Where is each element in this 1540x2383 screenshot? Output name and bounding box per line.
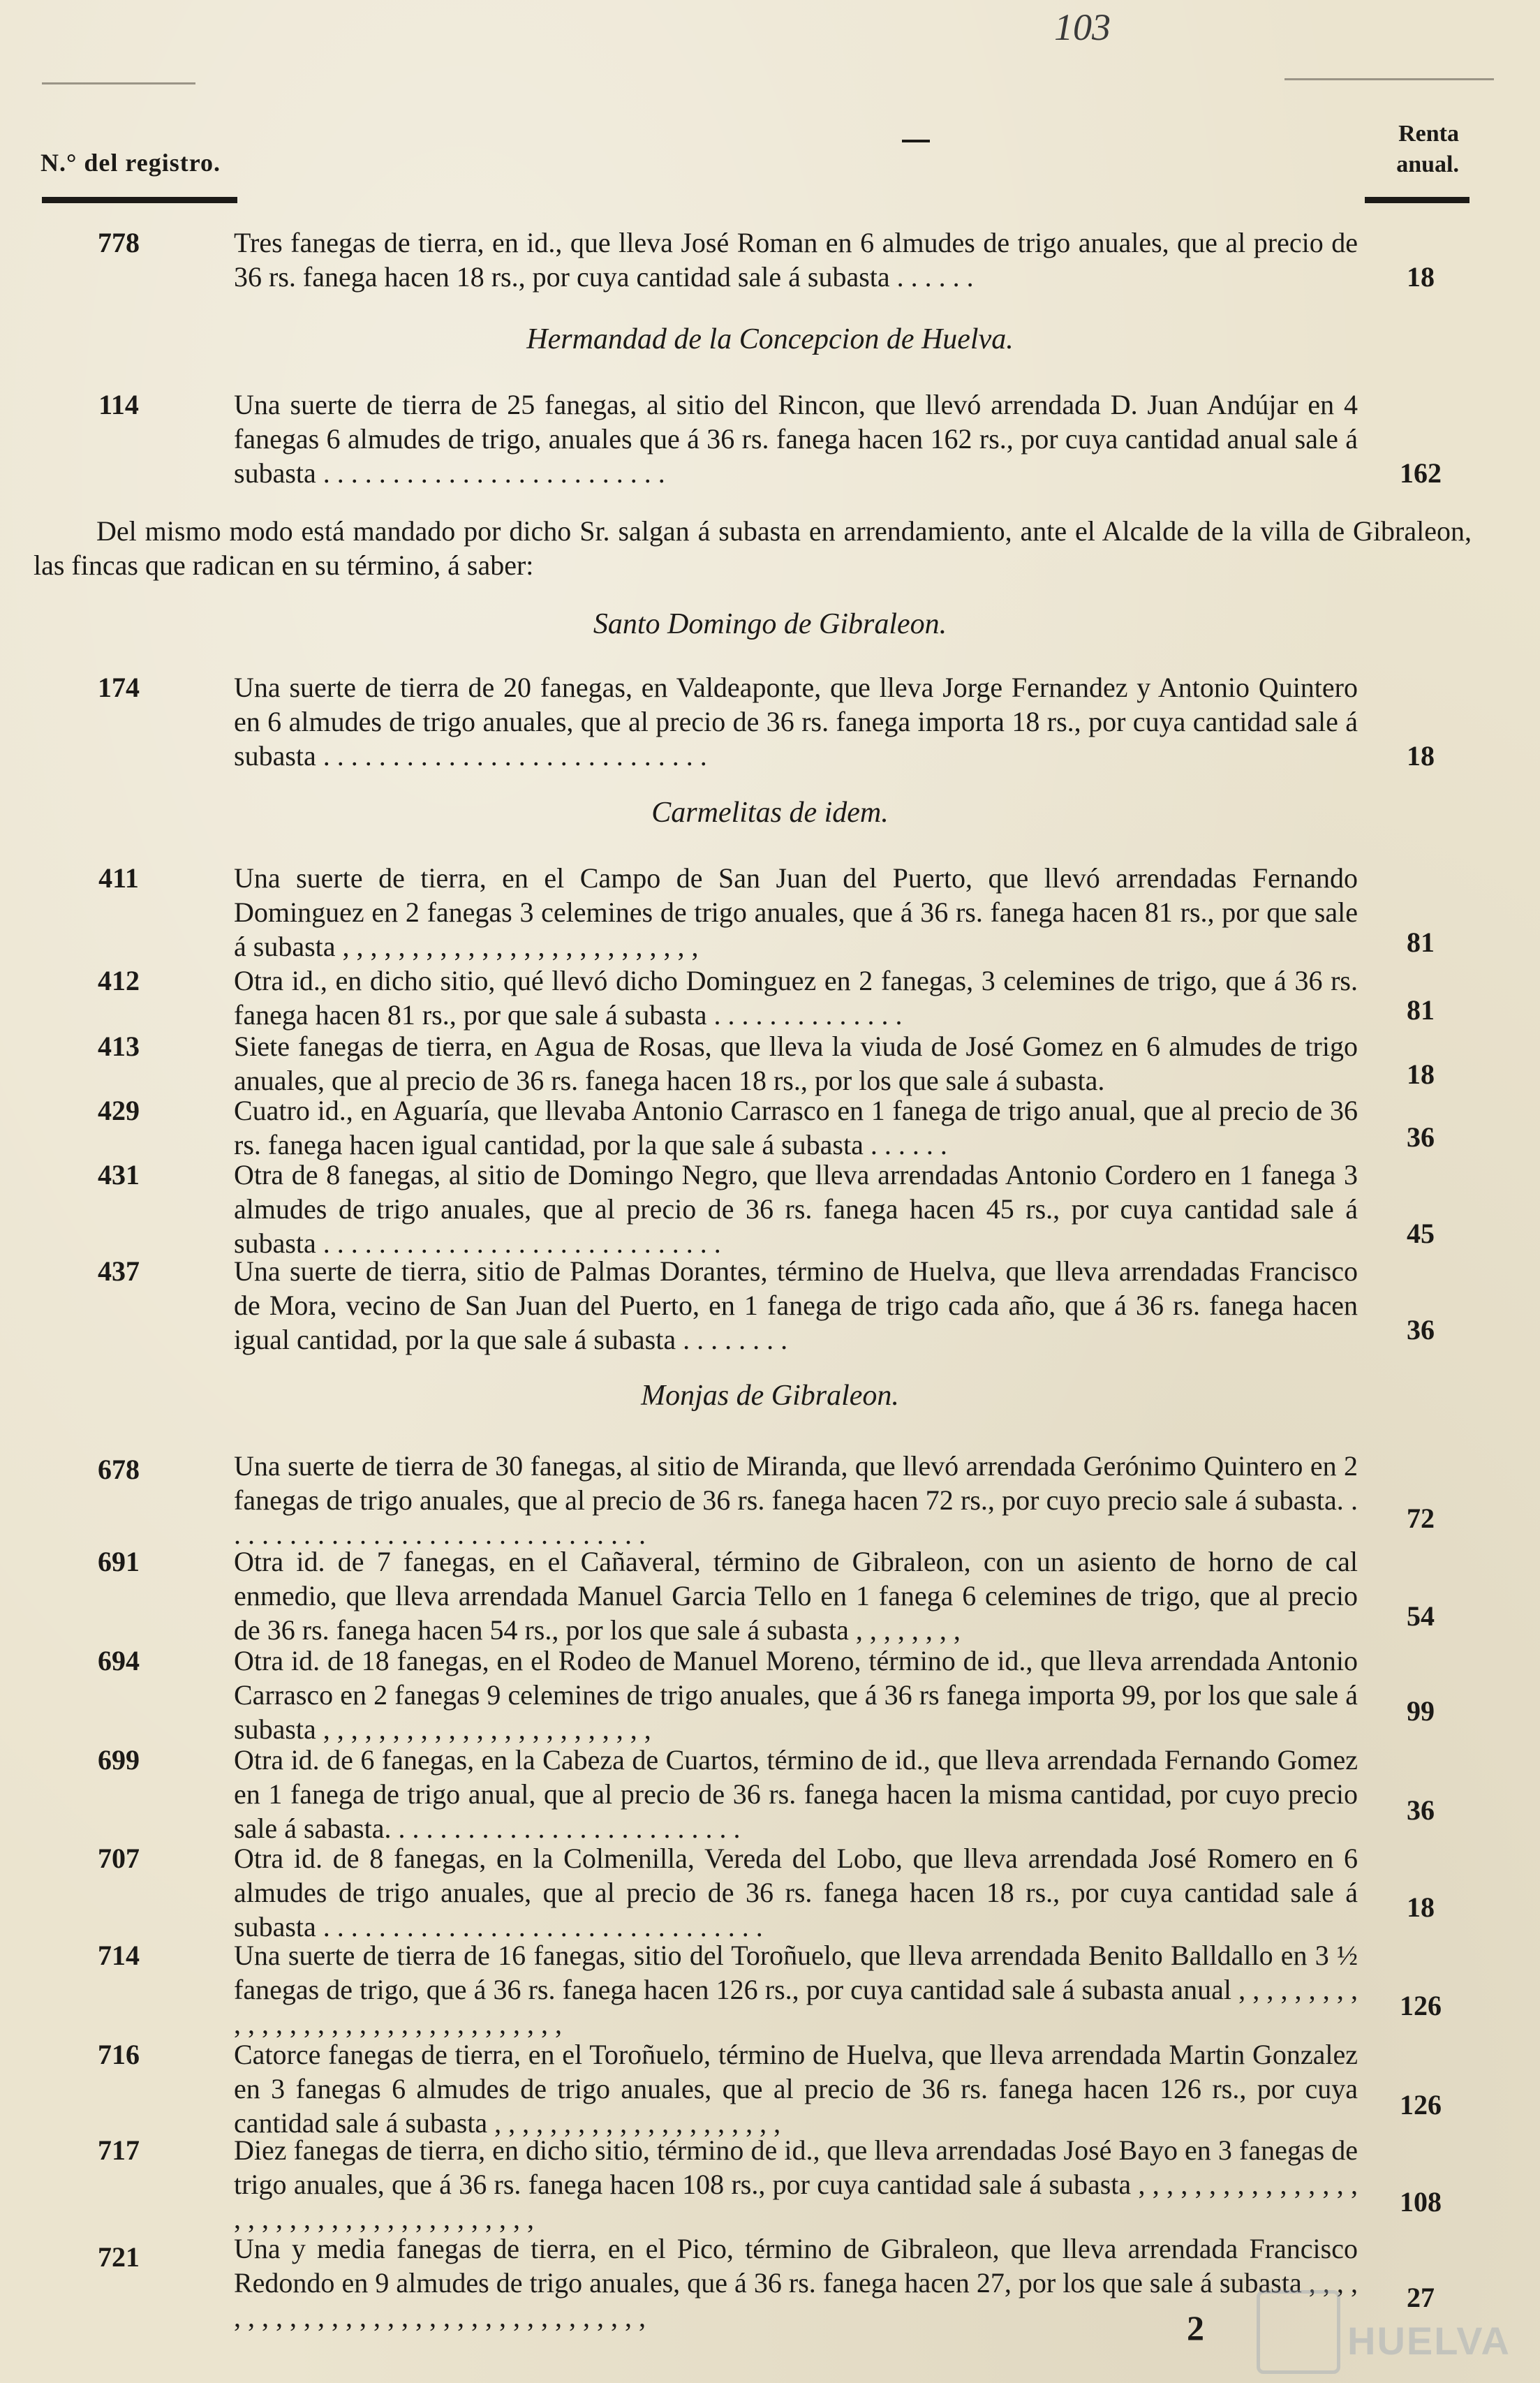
section-heading: Santo Domingo de Gibraleon. [593,608,947,640]
top-rule-left [42,82,195,84]
annual-rent: 27 [1407,2282,1435,2313]
register-number: 429 [98,1095,140,1126]
annual-rent: 18 [1407,740,1435,772]
entry-description: Una suerte de tierra, sitio de Palmas Dorantes, término de Huelva, que lleva arrendadas Francisco de Mora, vecino de San Juan del Puerto, en 1 fanega de trigo cada año, que á 36 rs. fanega hacen igual cantidad, por la que sale á subasta . . . . . . . . [234,1255,1358,1355]
annual-rent: 108 [1400,2186,1442,2218]
register-number: 707 [98,1843,140,1874]
archive-seal-icon [1257,2290,1340,2374]
annual-rent: 18 [1407,1891,1435,1923]
register-number: 691 [98,1546,140,1577]
register-number: 778 [98,227,140,258]
register-number: 174 [98,672,140,703]
annual-rent: 36 [1407,1314,1435,1345]
annual-rent: 18 [1407,261,1435,293]
intro-paragraph: Del mismo modo está mandado por dicho Sr. salgan á subasta en arrendamiento, ante el Alcalde de la villa de Gibraleon, las fincas que radican en su término, á saber: [34,515,1472,581]
register-number: 721 [98,2241,140,2273]
archive-watermark [1257,2276,1511,2374]
entry-description: Otra id., en dicho sitio, qué llevó dicho Dominguez en 2 fanegas, 3 celemines de trigo, que á 36 rs. fanega hacen 81 rs., por que sale á subasta . . . . . . . . . . . . . . [234,965,1358,1031]
top-rule-right [1284,78,1494,80]
folio-number: 103 [1054,6,1111,48]
section-heading: Monjas de Gibraleon. [641,1380,899,1412]
register-number: 694 [98,1645,140,1676]
entry-description: Otra id. de 6 fanegas, en la Cabeza de Cuartos, término de id., que lleva arrendada Fernando Gomez en 1 fanega de trigo anual, que al precio de 36 rs. fanega hacen la misma cantidad, por cuyo precio sale á sabasta. . . . . . . . . . . . . . . . . . . . . . . . . . [234,1744,1358,1844]
entry-description: Otra id. de 7 fanegas, en el Cañaveral, término de Gibraleon, con un asiento de horno de cal enmedio, que lleva arrendada Manuel Garcia Tello en 1 fanega 6 celemines de trigo, que al precio de 36 rs. fanega hacen 54 rs., por los que sale á subasta , , , , , , , , [234,1546,1358,1646]
register-number-heading: N.° del registro. [40,149,221,177]
annual-rent: 81 [1407,994,1435,1026]
entry-description: Una suerte de tierra de 16 fanegas, sitio del Toroñuelo, que lleva arrendada Benito Balldallo en 3 ½ fanegas de trigo, que á 36 rs. fanega hacen 126 rs., por cuya cantidad sale á subasta anual , , , , , , , , , , , , , , , , , , , , , , , , , , , , , , , , , [234,1940,1358,2039]
register-number: 678 [98,1454,140,1485]
annual-rent: 36 [1407,1794,1435,1826]
entry-description: Siete fanegas de tierra, en Agua de Rosas, que lleva la viuda de José Gomez en 6 almudes de trigo anuales, que al precio de 36 rs. fanega hacen 18 rs., por los que sale á subasta. [234,1031,1358,1096]
entry-description: Una suerte de tierra de 30 fanegas, al sitio de Miranda, que llevó arrendada Gerónimo Quintero en 2 fanegas de trigo anuales, que al precio de 36 rs. fanega hacen 72 rs., por cuyo precio sale á subasta. . . . . . . . . . . . . . . . . . . . . . . . . . . . . . . . [234,1450,1358,1550]
section-heading: Carmelitas de idem. [651,797,889,829]
annual-rent: 18 [1407,1058,1435,1090]
entry-description: Otra id. de 8 fanegas, en la Colmenilla, Vereda del Lobo, que lleva arrendada José Romero en 6 almudes de trigo anuales, que al precio de 36 rs. fanega hacen 18 rs., por cuya cantidad sale á subasta . . . . . . . . . . . . . . . . . . . . . . . . . . . . . . . . [234,1843,1358,1942]
entry-description: Tres fanegas de tierra, en id., que lleva José Roman en 6 almudes de trigo anuales, que al precio de 36 rs. fanega hacen 18 rs., por cuya cantidad sale á subasta . . . . . . [234,227,1358,293]
register-number: 412 [98,965,140,996]
entry-description: Diez fanegas de tierra, en dicho sitio, término de id., que lleva arrendadas José Bayo en 3 fanegas de trigo anuales, que á 36 rs. fanega hacen 108 rs., por cuya cantidad sale á subasta , , , , , , , , , , , , , , , , , , , , , , , , , , , , , , , , , , , , , , [234,2134,1358,2234]
register-number: 431 [98,1159,140,1190]
annual-rent: 45 [1407,1218,1435,1249]
entry-description: Una y media fanegas de tierra, en el Pico, término de Gibraleon, que lleva arrendada Francisco Redondo en 9 almudes de trigo anuales, que á 36 rs. fanega hacen 27, por los que sale á subasta , , , , , , , , , , , , , , , , , , , , , , , , , , , , , , , , , , [234,2233,1358,2333]
register-number: 716 [98,2039,140,2070]
entry-description: Otra id. de 18 fanegas, en el Rodeo de Manuel Moreno, término de id., que lleva arrendada Antonio Carrasco en 2 fanegas 9 celemines de trigo anuales, que á 36 rs fanega importa 99, por los que sale á subasta , , , , , , , , , , , , , , , , , , , , , , , , [234,1645,1358,1745]
entry-description: Una suerte de tierra de 20 fanegas, en Valdeaponte, que lleva Jorge Fernandez y Antonio Quintero en 6 almudes de trigo anuales, que al precio de 36 rs. fanega importa 18 rs., por cuya cantidad sale á subasta . . . . . . . . . . . . . . . . . . . . . . . . . . . . [234,672,1358,772]
annual-rent: 54 [1407,1600,1435,1632]
section-heading: Hermandad de la Concepcion de Huelva. [526,323,1014,355]
header-rule-right [1365,197,1469,203]
entry-description: Otra de 8 fanegas, al sitio de Domingo Negro, que lleva arrendadas Antonio Cordero en 1 fanega 3 almudes de trigo anuales, que al precio de 36 rs. fanega hacen 45 rs., por cuya cantidad sale á subasta . . . . . . . . . . . . . . . . . . . . . . . . . . . . . [234,1159,1358,1259]
register-number: 413 [98,1031,140,1062]
annual-rent-heading-line2: anual. [1396,152,1459,177]
annual-rent-heading-line1: Renta [1398,121,1459,147]
watermark-text: HUELVA [1347,2319,1511,2363]
register-number: 411 [98,862,139,894]
annual-rent-heading [1368,119,1459,180]
annual-rent: 126 [1400,2089,1442,2120]
register-number: 717 [98,2134,140,2166]
annual-rent: 72 [1407,1503,1435,1534]
register-number: 114 [98,389,139,420]
annual-rent: 126 [1400,1990,1442,2021]
annual-rent: 162 [1400,457,1442,489]
entry-description: Catorce fanegas de tierra, en el Toroñuelo, término de Huelva, que lleva arrendada Martin Gonzalez en 3 fanegas 6 almudes de trigo anuales, que al precio de 36 rs. fanega hacen 126 rs., por cuya cantidad sale á subasta , , , , , , , , , , , , , , , , , , , , , [234,2039,1358,2139]
entry-description: Una suerte de tierra, en el Campo de San Juan del Puerto, que llevó arrendadas Fernando Dominguez en 2 fanegas 3 celemines de trigo anuales, que á 36 rs. fanega hacen 81 rs., por que sale á subasta , , , , , , , , , , , , , , , , , , , , , , , , , , [234,862,1358,962]
register-number: 699 [98,1744,140,1776]
entry-description: Una suerte de tierra de 25 fanegas, al sitio del Rincon, que llevó arrendada D. Juan Andújar en 4 fanegas 6 almudes de trigo, anuales que á 36 rs. fanega hacen 162 rs., por cuya cantidad anual sale á subasta . . . . . . . . . . . . . . . . . . . . . . . . . [234,389,1358,489]
page-number: 2 [1187,2308,1204,2347]
entry-description: Cuatro id., en Aguaría, que llevaba Antonio Carrasco en 1 fanega de trigo anual, que al precio de 36 rs. fanega hacen igual cantidad, por la que sale á subasta . . . . . . [234,1095,1358,1160]
annual-rent: 99 [1407,1695,1435,1727]
annual-rent: 81 [1407,927,1435,958]
annual-rent: 36 [1407,1121,1435,1153]
header-dash [902,140,930,142]
header-rule-left [42,197,237,203]
register-number: 714 [98,1940,140,1971]
register-number: 437 [98,1255,140,1287]
